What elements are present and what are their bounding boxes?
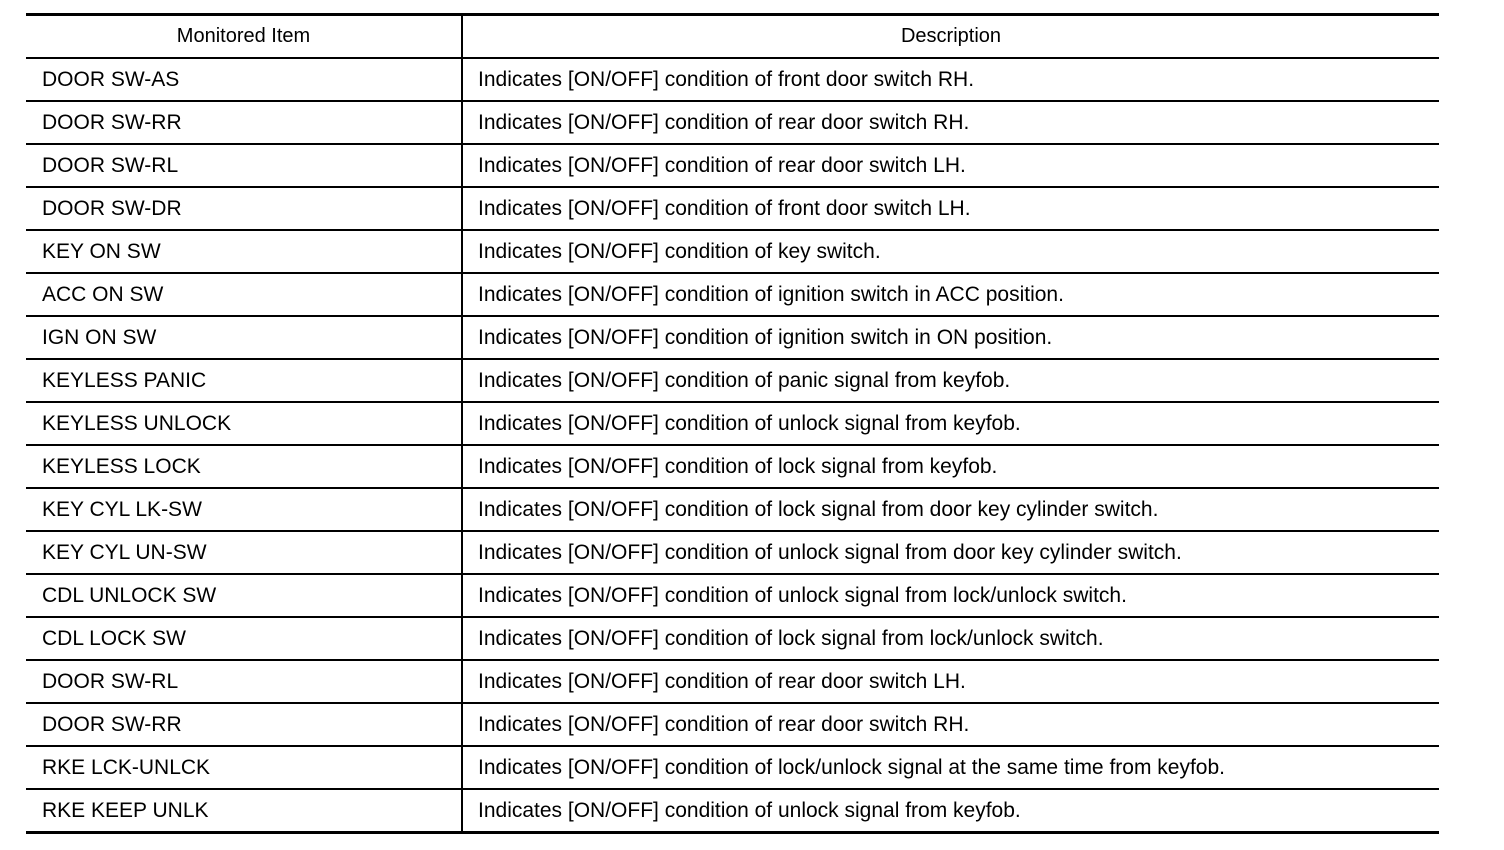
monitored-item-cell: CDL LOCK SW (26, 617, 462, 660)
monitored-item-cell: KEYLESS UNLOCK (26, 402, 462, 445)
description-cell: Indicates [ON/OFF] condition of unlock signal from door key cylinder switch. (462, 531, 1439, 574)
monitored-item-cell: KEYLESS PANIC (26, 359, 462, 402)
monitor-table-container (26, 13, 1439, 834)
monitored-item-cell: KEY CYL UN-SW (26, 531, 462, 574)
monitor-table (26, 13, 1439, 834)
table-row (26, 402, 1439, 445)
monitored-item-cell: DOOR SW-AS (26, 58, 462, 101)
monitored-item-cell: RKE KEEP UNLK (26, 789, 462, 833)
monitored-item-cell: KEY ON SW (26, 230, 462, 273)
description-cell: Indicates [ON/OFF] condition of front door switch LH. (462, 187, 1439, 230)
description-cell: Indicates [ON/OFF] condition of unlock signal from keyfob. (462, 402, 1439, 445)
description-cell: Indicates [ON/OFF] condition of front door switch RH. (462, 58, 1439, 101)
description-cell: Indicates [ON/OFF] condition of rear door switch LH. (462, 660, 1439, 703)
monitored-item-cell: DOOR SW-RL (26, 660, 462, 703)
description-cell: Indicates [ON/OFF] condition of lock signal from lock/unlock switch. (462, 617, 1439, 660)
table-row (26, 445, 1439, 488)
monitored-item-cell: RKE LCK-UNLCK (26, 746, 462, 789)
monitored-item-cell: CDL UNLOCK SW (26, 574, 462, 617)
table-row (26, 316, 1439, 359)
description-cell: Indicates [ON/OFF] condition of ignition switch in ACC position. (462, 273, 1439, 316)
table-row (26, 273, 1439, 316)
monitored-item-cell: KEYLESS LOCK (26, 445, 462, 488)
table-row (26, 187, 1439, 230)
table-row (26, 101, 1439, 144)
description-cell: Indicates [ON/OFF] condition of rear door switch RH. (462, 703, 1439, 746)
description-cell: Indicates [ON/OFF] condition of key switch. (462, 230, 1439, 273)
header-description: Description (462, 15, 1439, 59)
table-row (26, 574, 1439, 617)
description-cell: Indicates [ON/OFF] condition of unlock signal from lock/unlock switch. (462, 574, 1439, 617)
description-cell: Indicates [ON/OFF] condition of panic signal from keyfob. (462, 359, 1439, 402)
table-row (26, 531, 1439, 574)
monitored-item-cell: IGN ON SW (26, 316, 462, 359)
description-cell: Indicates [ON/OFF] condition of unlock signal from keyfob. (462, 789, 1439, 833)
table-row (26, 746, 1439, 789)
description-cell: Indicates [ON/OFF] condition of lock/unlock signal at the same time from keyfob. (462, 746, 1439, 789)
description-cell: Indicates [ON/OFF] condition of ignition switch in ON position. (462, 316, 1439, 359)
monitored-item-cell: DOOR SW-RR (26, 101, 462, 144)
monitored-item-cell: DOOR SW-RL (26, 144, 462, 187)
table-row (26, 230, 1439, 273)
table-row (26, 488, 1439, 531)
header-monitored-item: Monitored Item (26, 15, 462, 59)
description-cell: Indicates [ON/OFF] condition of rear door switch LH. (462, 144, 1439, 187)
description-cell: Indicates [ON/OFF] condition of rear door switch RH. (462, 101, 1439, 144)
table-row (26, 660, 1439, 703)
table-row (26, 703, 1439, 746)
table-row (26, 58, 1439, 101)
table-header-row (26, 15, 1439, 59)
description-cell: Indicates [ON/OFF] condition of lock signal from door key cylinder switch. (462, 488, 1439, 531)
table-row (26, 144, 1439, 187)
monitored-item-cell: DOOR SW-RR (26, 703, 462, 746)
monitored-item-cell: ACC ON SW (26, 273, 462, 316)
table-row (26, 617, 1439, 660)
monitored-item-cell: KEY CYL LK-SW (26, 488, 462, 531)
description-cell: Indicates [ON/OFF] condition of lock signal from keyfob. (462, 445, 1439, 488)
table-row (26, 359, 1439, 402)
monitored-item-cell: DOOR SW-DR (26, 187, 462, 230)
table-row (26, 789, 1439, 833)
